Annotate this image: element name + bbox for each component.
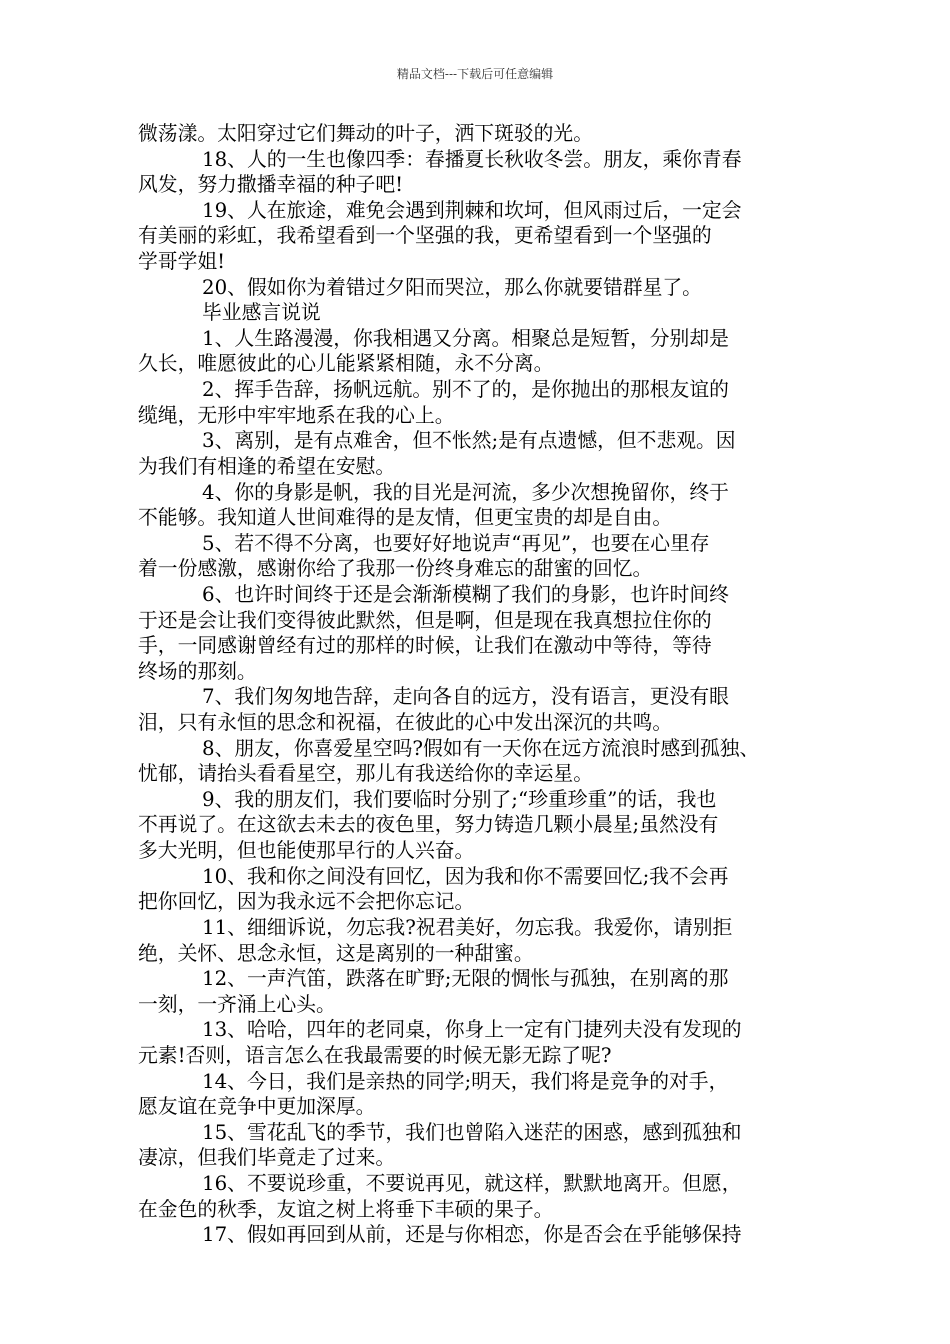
- text-line: 微荡漾。太阳穿过它们舞动的叶子，洒下斑驳的光。: [138, 122, 593, 145]
- text-line: 不再说了。在这欲去未去的夜色里，努力铸造几颗小晨星;虽然没有: [138, 813, 719, 837]
- text-line: 绝，关怀、思念永恒，这是离别的一种甜蜜。: [138, 941, 534, 965]
- text-line: 泪，只有永恒的思念和祝福，在彼此的心中发出深沉的共鸣。: [138, 711, 673, 735]
- text-line: 19、人在旅途，难免会遇到荆棘和坎坷，但风雨过后，一定会: [202, 198, 742, 222]
- text-line: 10、我和你之间没有回忆，因为我和你不需要回忆;我不会再: [202, 864, 729, 888]
- text-line: 多大光明，但也能使那早行的人兴奋。: [138, 839, 475, 863]
- document-body: [138, 121, 828, 1248]
- text-line: 忧郁，请抬头看看星空，那儿有我送给你的幸运星。: [138, 762, 593, 786]
- text-line: 学哥学姐!: [138, 250, 226, 274]
- text-line: 久长，唯愿彼此的心儿能紧紧相随，永不分离。: [138, 352, 554, 376]
- text-line: 15、雪花乱飞的季节，我们也曾陷入迷茫的困惑，感到孤独和: [202, 1120, 742, 1144]
- text-line: 缆绳，无形中牢牢地系在我的心上。: [138, 403, 455, 427]
- text-line: 9、我的朋友们，我们要临时分别了;“珍重珍重”的话，我也: [202, 787, 717, 811]
- text-line: 愿友谊在竞争中更加深厚。: [138, 1095, 376, 1119]
- text-line: 7、我们匆匆地告辞，走向各自的远方，没有语言，更没有眼: [202, 685, 729, 709]
- text-line: 终场的那刻。: [138, 659, 257, 683]
- page-header: 精品文档---下载后可任意编辑: [396, 67, 554, 81]
- text-line: 1、人生路漫漫，你我相遇又分离。相聚总是短暂，分别却是: [202, 326, 729, 350]
- text-line: 13、哈哈，四年的老同桌，你身上一定有门捷列夫没有发现的: [202, 1018, 742, 1042]
- text-line: 手，一同感谢曾经有过的那样的时候，让我们在激动中等待，等待: [138, 634, 712, 658]
- text-line: 风发，努力撒播幸福的种子吧!: [138, 173, 404, 197]
- text-line: 20、假如你为着错过夕阳而哭泣，那么你就要错群星了。: [202, 275, 702, 299]
- text-line: 不能够。我知道人世间难得的是友情，但更宝贵的却是自由。: [138, 506, 673, 530]
- text-line: 18、人的一生也像四季：春播夏长秋收冬尝。朋友，乘你青春: [202, 147, 742, 171]
- text-line: 5、若不得不分离，也要好好地说声“再见”，也要在心里存: [202, 531, 710, 555]
- text-line: 3、离别，是有点难舍，但不怅然;是有点遗憾，但不悲观。因: [202, 429, 736, 453]
- text-line: 14、今日，我们是亲热的同学;明天，我们将是竞争的对手，: [202, 1069, 729, 1093]
- text-line: 16、不要说珍重，不要说再见，就这样，默默地离开。但愿，: [202, 1171, 742, 1195]
- text-line: 在金色的秋季，友谊之树上将垂下丰硕的果子。: [138, 1197, 554, 1221]
- text-line: 6、也许时间终于还是会渐渐模糊了我们的身影，也许时间终: [202, 582, 729, 606]
- text-line: 元素!否则，语言怎么在我最需要的时候无影无踪了呢?: [138, 1043, 612, 1067]
- text-line: 17、假如再回到从前，还是与你相恋，你是否会在乎能够保持: [202, 1223, 742, 1247]
- text-line: 为我们有相逢的希望在安慰。: [138, 454, 396, 478]
- text-line: 有美丽的彩虹，我希望看到一个坚强的我，更希望看到一个坚强的: [138, 224, 712, 248]
- text-line: 凄凉，但我们毕竟走了过来。: [138, 1146, 396, 1170]
- text-line: 把你回忆，因为我永远不会把你忘记。: [138, 890, 475, 914]
- section-heading: 毕业感言说说: [202, 301, 321, 325]
- text-line: 12、一声汽笛，跌落在旷野;无限的惆怅与孤独，在别离的那: [202, 967, 729, 991]
- text-line: 4、你的身影是帆，我的目光是河流，多少次想挽留你，终于: [202, 480, 729, 504]
- text-line: 着一份感激，感谢你给了我那一份终身难忘的甜蜜的回忆。: [138, 557, 653, 581]
- text-line: 8、朋友，你喜爱星空吗?假如有一天你在远方流浪时感到孤独、: [202, 736, 760, 760]
- text-line: 2、挥手告辞，扬帆远航。别不了的，是你抛出的那根友谊的: [202, 378, 729, 402]
- text-line: 11、细细诉说，勿忘我?祝君美好，勿忘我。我爱你，请别拒: [202, 915, 733, 939]
- text-line: 一刻，一齐涌上心头。: [138, 992, 336, 1016]
- text-line: 于还是会让我们变得彼此默然，但是啊，但是现在我真想拉住你的: [138, 608, 712, 632]
